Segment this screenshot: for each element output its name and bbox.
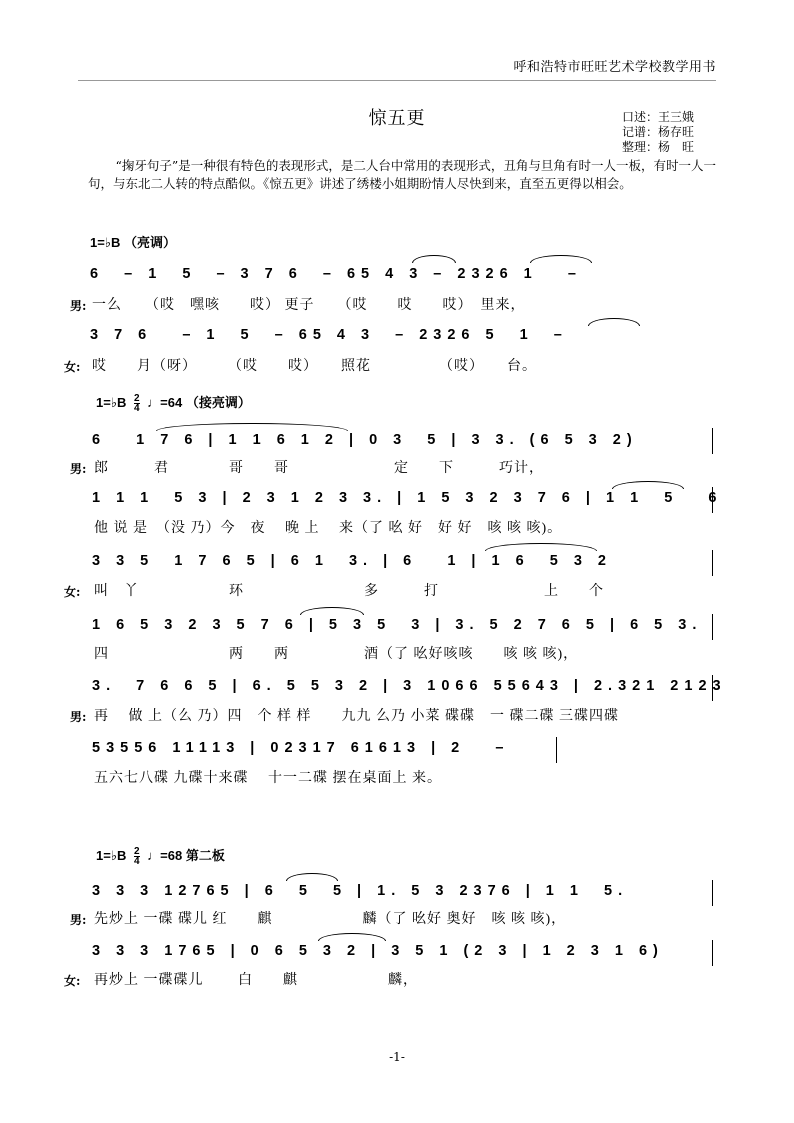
slur [300, 607, 364, 615]
time-bottom: 4 [133, 403, 140, 415]
slur [588, 318, 640, 326]
section-label: （亮调） [123, 235, 176, 250]
slur [530, 255, 592, 263]
section-label: （接亮调） [185, 395, 251, 410]
score-row: 3 3 3 1765 | 0 6 5 3 2 | 3 5 1 (2 3 | 1 2 3 1 6) [92, 943, 664, 959]
barline [712, 487, 713, 513]
intro-text: “掬牙句子”是一种很有特色的表现形式，是二人台中常用的表现形式，丑角与旦角有时一人一板，有时一人一句，与东北二人转的特点酷似。《惊五更》讲述了绣楼小姐期盼情人尽快到来，直至五更得以相会。 [88, 158, 716, 191]
intro-paragraph [88, 157, 716, 193]
page-number: -1- [389, 1050, 405, 1064]
tempo-marking: ♩=64 [147, 395, 183, 410]
role-label: 男: [70, 462, 87, 476]
credit-notation: 记谱：杨存旺 [622, 125, 695, 139]
header-divider [78, 80, 716, 81]
slur [612, 481, 684, 489]
lyric-row: 郎 君 哥 哥 定 下 巧计， [94, 461, 544, 476]
time-bottom: 4 [133, 856, 140, 868]
score-row: 6 1 7 6 | 1 1 6 1 2 | 0 3 5 | 3 3. (6 5 3 2) [92, 432, 638, 448]
section-2-key [96, 392, 251, 413]
key-signature: 1=♭B [96, 395, 127, 410]
barline [712, 675, 713, 701]
barline [712, 550, 713, 576]
role-label: 男: [70, 913, 87, 927]
lyric-row: 再 做 上（么 乃）四 个 样 样 九九 么乃 小菜 碟碟 一 碟二碟 三碟四碟 [94, 709, 619, 724]
score-row: 3 3 5 1 7 6 5 | 6 1 3. | 6 1 | 1 6 5 3 2 [92, 553, 612, 569]
barline [712, 428, 713, 454]
slur [485, 543, 597, 551]
lyric-row: 五六七八碟 九碟十来碟 十一二碟 摆在桌面上 来。 [94, 771, 442, 786]
lyric-row: 再炒上 一碟碟儿 白 麒 麟， [94, 973, 418, 988]
role-label: 女: [64, 974, 81, 988]
score-row: 3 3 3 12765 | 6 5 5 | 1. 5 3 2376 | 1 1 5. [92, 883, 629, 899]
lyric-row: 叫 丫 环 多 打 上 个 [94, 584, 604, 599]
credit-narrator: 口述：王三娥 [622, 110, 695, 124]
slur [412, 255, 456, 263]
role-label: 女: [64, 585, 81, 599]
score-row: 1 1 1 5 3 | 2 3 1 2 3 3. | 1 5 3 2 3 7 6 | 1 1 5 6 [92, 490, 723, 506]
slur [318, 933, 386, 941]
barline [712, 880, 713, 906]
slur [286, 873, 338, 881]
lyric-row: 他 说 是 （没 乃）今 夜 晚 上 来（了 吆 好 好 好 咳 咳 咳)。 [94, 521, 563, 536]
role-label: 女: [64, 360, 81, 374]
credits-block [622, 110, 694, 155]
book-header: 呼和浩特市旺旺艺术学校教学用书 [513, 60, 716, 75]
barline [712, 940, 713, 966]
score-row: 1 6 5 3 2 3 5 7 6 | 5 3 5 3 | 3. 5 2 7 6 5 | 6 5 3. [92, 617, 703, 633]
score-row: 53556 11113 | 02317 61613 | 2 – [92, 740, 510, 756]
score-row: 3. 7 6 6 5 | 6. 5 5 3 2 | 3 1066 55643 | 2.321 2123 [92, 678, 727, 694]
score-row: 6 – 1 5 – 3 7 6 – 65 4 3 – 2326 1 – [90, 266, 582, 282]
key-signature: 1=♭B [90, 235, 121, 250]
credit-editor: 整理：杨 旺 [622, 140, 695, 154]
barline [556, 737, 557, 763]
section-1-key [90, 232, 176, 251]
role-label: 男: [70, 710, 87, 724]
barline [712, 614, 713, 640]
key-signature: 1=♭B [96, 848, 127, 863]
song-title: 惊五更 [368, 108, 426, 129]
lyric-row: 一么 （哎 嘿咳 哎） 更子 （哎 哎 哎） 里来， [92, 298, 526, 313]
section-label: 第二板 [185, 848, 225, 863]
lyric-row: 先炒上 一碟 碟儿 红 麒 麟（了 吆好 奥好 咳 咳 咳)， [94, 912, 567, 927]
lyric-row: 哎 月（呀） （哎 哎） 照花 （哎） 台。 [92, 359, 537, 374]
lyric-row: 四 两 两 酒（了 吆好咳咳 咳 咳 咳)， [94, 647, 579, 662]
tempo-marking: ♩=68 [147, 848, 183, 863]
time-top: 2 [133, 393, 140, 405]
section-3-key [96, 845, 225, 866]
time-top: 2 [133, 846, 140, 858]
score-row: 3 7 6 – 1 5 – 65 4 3 – 2326 5 1 – [90, 327, 568, 343]
time-signature [134, 847, 140, 866]
time-signature [134, 394, 140, 413]
role-label: 男: [70, 299, 87, 313]
slur [156, 423, 348, 431]
